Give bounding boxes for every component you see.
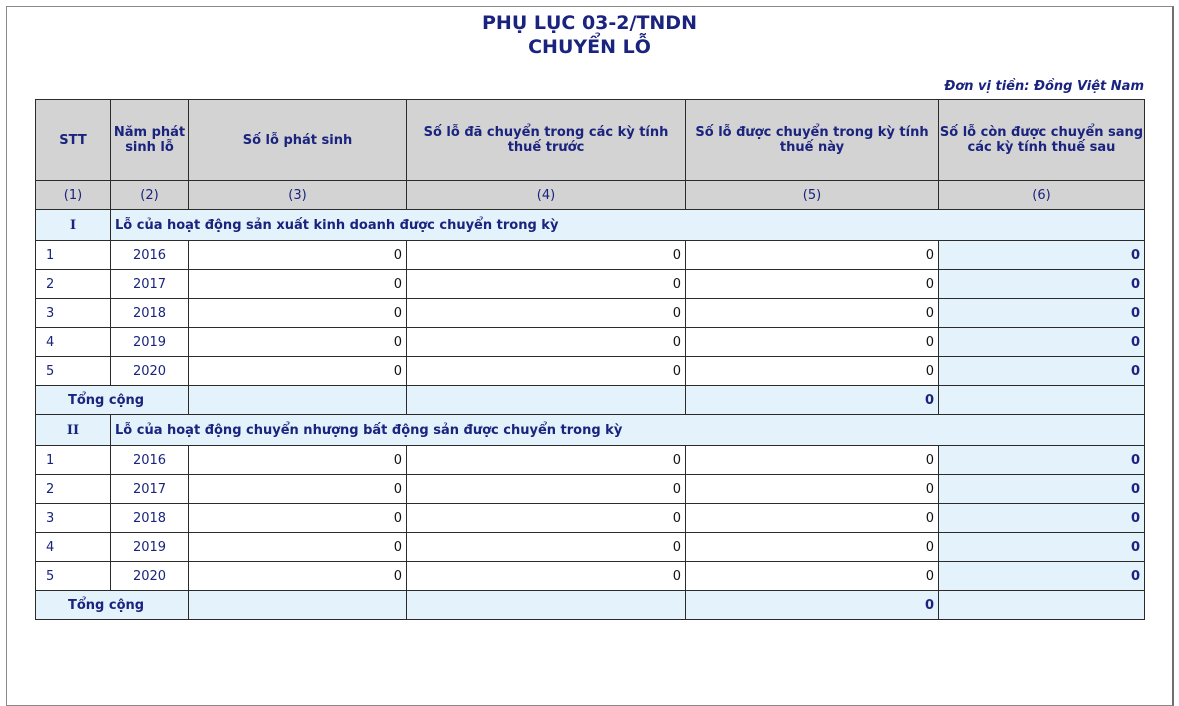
row-year: 2020 [111, 357, 189, 386]
column-number: (3) [189, 181, 407, 210]
loss-transferred-current-input[interactable]: 0 [686, 533, 939, 562]
row-stt: 5 [36, 562, 111, 591]
table-row [36, 241, 1145, 270]
loss-transferred-current-input[interactable]: 0 [686, 504, 939, 533]
loss-transferred-current-input[interactable]: 0 [686, 270, 939, 299]
column-number: (2) [111, 181, 189, 210]
loss-transferred-previous-input[interactable]: 0 [407, 533, 686, 562]
total-label: Tổng cộng [36, 386, 189, 415]
loss-transferred-current-input[interactable]: 0 [686, 328, 939, 357]
column-number: (6) [939, 181, 1145, 210]
header-loss-incurred: Số lỗ phát sinh [189, 100, 407, 181]
row-stt: 3 [36, 504, 111, 533]
section-number: I [36, 210, 111, 241]
form-subtitle: CHUYỂN LỖ [528, 36, 651, 58]
loss-transferred-current-input[interactable]: 0 [686, 299, 939, 328]
header-year: Năm phát sinh lỗ [111, 100, 189, 181]
row-year: 2016 [111, 446, 189, 475]
loss-remaining-value: 0 [939, 357, 1145, 386]
loss-transferred-previous-input[interactable]: 0 [407, 475, 686, 504]
loss-remaining-value: 0 [939, 475, 1145, 504]
loss-remaining-value: 0 [939, 446, 1145, 475]
loss-incurred-input[interactable]: 0 [189, 241, 407, 270]
table-row [36, 270, 1145, 299]
row-year: 2016 [111, 241, 189, 270]
row-stt: 2 [36, 270, 111, 299]
loss-remaining-value: 0 [939, 328, 1145, 357]
column-number: (1) [36, 181, 111, 210]
loss-incurred-input[interactable]: 0 [189, 270, 407, 299]
header-loss-transferred-current: Số lỗ được chuyển trong kỳ tính thuế này [686, 100, 939, 181]
loss-carryforward-table [35, 99, 1145, 620]
loss-transferred-previous-input[interactable]: 0 [407, 357, 686, 386]
total-row [36, 386, 1145, 415]
loss-incurred-input[interactable]: 0 [189, 328, 407, 357]
loss-incurred-input[interactable]: 0 [189, 475, 407, 504]
header-stt: STT [36, 100, 111, 181]
total-value: 0 [686, 591, 939, 620]
total-cell-empty [407, 386, 686, 415]
row-stt: 4 [36, 533, 111, 562]
row-stt: 5 [36, 357, 111, 386]
loss-transferred-previous-input[interactable]: 0 [407, 446, 686, 475]
loss-incurred-input[interactable]: 0 [189, 299, 407, 328]
total-cell-empty [939, 591, 1145, 620]
row-year: 2019 [111, 533, 189, 562]
row-stt: 1 [36, 446, 111, 475]
row-year: 2018 [111, 504, 189, 533]
total-cell-empty [939, 386, 1145, 415]
loss-transferred-current-input[interactable]: 0 [686, 241, 939, 270]
row-stt: 4 [36, 328, 111, 357]
loss-transferred-previous-input[interactable]: 0 [407, 328, 686, 357]
loss-remaining-value: 0 [939, 241, 1145, 270]
section-header [36, 210, 1145, 241]
loss-transferred-current-input[interactable]: 0 [686, 475, 939, 504]
loss-transferred-previous-input[interactable]: 0 [407, 270, 686, 299]
table-row [36, 504, 1145, 533]
loss-transferred-previous-input[interactable]: 0 [407, 299, 686, 328]
row-year: 2019 [111, 328, 189, 357]
section-title: Lỗ của hoạt động chuyển nhượng bất động sản được chuyển trong kỳ [111, 415, 1145, 446]
loss-remaining-value: 0 [939, 533, 1145, 562]
section-title: Lỗ của hoạt động sản xuất kinh doanh được chuyển trong kỳ [111, 210, 1145, 241]
table-row [36, 475, 1145, 504]
row-year: 2018 [111, 299, 189, 328]
row-stt: 3 [36, 299, 111, 328]
row-year: 2017 [111, 475, 189, 504]
currency-unit-label: Đơn vị tiền: Đồng Việt Nam [944, 79, 1144, 94]
header-loss-transferred-previous: Số lỗ đã chuyển trong các kỳ tính thuế trước [407, 100, 686, 181]
total-value: 0 [686, 386, 939, 415]
loss-remaining-value: 0 [939, 504, 1145, 533]
loss-incurred-input[interactable]: 0 [189, 562, 407, 591]
loss-incurred-input[interactable]: 0 [189, 357, 407, 386]
loss-transferred-previous-input[interactable]: 0 [407, 504, 686, 533]
total-row [36, 591, 1145, 620]
column-number: (4) [407, 181, 686, 210]
header-loss-remaining: Số lỗ còn được chuyển sang các kỳ tính thuế sau [939, 100, 1145, 181]
total-cell-empty [189, 591, 407, 620]
loss-transferred-current-input[interactable]: 0 [686, 562, 939, 591]
loss-transferred-previous-input[interactable]: 0 [407, 562, 686, 591]
table-row [36, 357, 1145, 386]
loss-remaining-value: 0 [939, 270, 1145, 299]
form-title: PHỤ LỤC 03-2/TNDN [482, 12, 697, 34]
row-year: 2017 [111, 270, 189, 299]
loss-transferred-previous-input[interactable]: 0 [407, 241, 686, 270]
table-row [36, 533, 1145, 562]
table-row [36, 446, 1145, 475]
loss-remaining-value: 0 [939, 299, 1145, 328]
loss-incurred-input[interactable]: 0 [189, 533, 407, 562]
loss-remaining-value: 0 [939, 562, 1145, 591]
row-year: 2020 [111, 562, 189, 591]
table-row [36, 562, 1145, 591]
row-stt: 2 [36, 475, 111, 504]
row-stt: 1 [36, 241, 111, 270]
loss-transferred-current-input[interactable]: 0 [686, 446, 939, 475]
table-row [36, 299, 1145, 328]
loss-transferred-current-input[interactable]: 0 [686, 357, 939, 386]
column-number: (5) [686, 181, 939, 210]
total-label: Tổng cộng [36, 591, 189, 620]
total-cell-empty [407, 591, 686, 620]
section-number: II [36, 415, 111, 446]
table-row [36, 328, 1145, 357]
loss-incurred-input[interactable]: 0 [189, 504, 407, 533]
loss-incurred-input[interactable]: 0 [189, 446, 407, 475]
section-header [36, 415, 1145, 446]
total-cell-empty [189, 386, 407, 415]
